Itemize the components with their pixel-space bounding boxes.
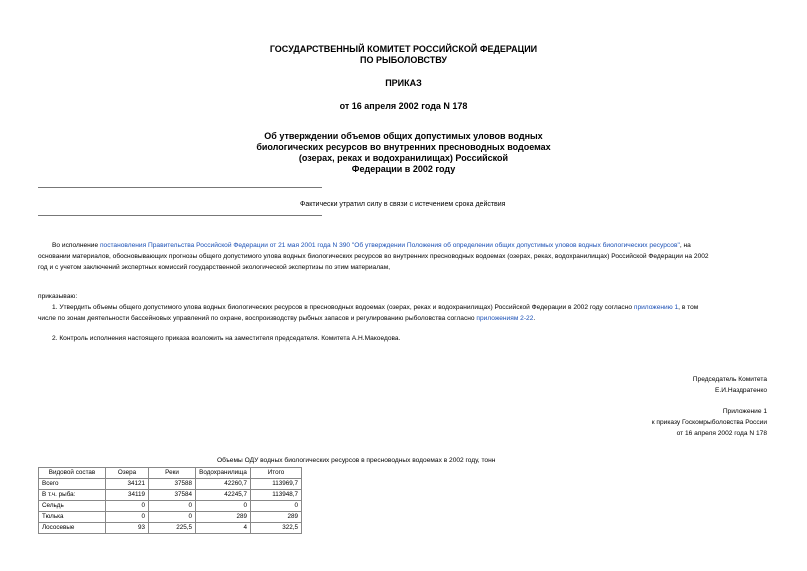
col-header-total: Итого: [251, 468, 302, 479]
cell-total: 289: [251, 512, 302, 523]
item2: 2. Контроль исполнения настоящего приказа возложить на заместителя председателя. Комитета А.Н.Макоедова.: [52, 335, 401, 342]
document-type: ПРИКАЗ: [385, 78, 422, 88]
order-word: приказываю:: [38, 293, 78, 300]
cell-reservoirs: 42260,7: [196, 479, 251, 490]
committee-name-line1: ГОСУДАРСТВЕННЫЙ КОМИТЕТ РОССИЙСКОЙ ФЕДЕРАЦИИ: [269, 44, 538, 54]
item1-mid: , в том: [678, 304, 699, 311]
table-caption: Объемы ОДУ водных биологических ресурсов в пресноводных водоемах в 2002 году, тонн: [217, 457, 496, 464]
cell-rivers: 0: [149, 501, 196, 512]
cell-rivers: 37588: [149, 479, 196, 490]
cell-lakes: 0: [106, 501, 149, 512]
signature-name: Е.И.Наздратенко: [715, 387, 767, 394]
appendices-2-22-link[interactable]: приложениям 2-22: [476, 315, 534, 322]
title-line: Об утверждении объемов общих допустимых уловов водных: [264, 131, 543, 141]
cell-total: 113969,7: [251, 479, 302, 490]
cell-rivers: 37584: [149, 490, 196, 501]
cell-rivers: 0: [149, 512, 196, 523]
cell-total: 0: [251, 501, 302, 512]
item1-end: .: [533, 315, 536, 322]
title-line: биологических ресурсов во внутренних пресноводных водоемах: [256, 142, 551, 152]
intro-line1: [52, 240, 691, 251]
cell-species: Лососевые: [39, 523, 106, 534]
cell-lakes: 93: [106, 523, 149, 534]
cell-reservoirs: 0: [196, 501, 251, 512]
cell-lakes: 0: [106, 512, 149, 523]
appendix-date: от 16 апреля 2002 года N 178: [676, 430, 767, 437]
item1-line1: [52, 302, 698, 313]
cell-species: Всего: [39, 479, 106, 490]
intro-lead: Во исполнение: [52, 242, 100, 249]
signature-position: Председатель Комитета: [692, 376, 767, 383]
table-row: [39, 512, 302, 523]
divider-top: [38, 187, 322, 188]
divider-bottom: [38, 215, 322, 216]
cell-species: Тюлька: [39, 512, 106, 523]
cell-rivers: 225,5: [149, 523, 196, 534]
col-header-rivers: Реки: [149, 468, 196, 479]
cell-lakes: 34121: [106, 479, 149, 490]
cell-lakes: 34119: [106, 490, 149, 501]
cell-reservoirs: 289: [196, 512, 251, 523]
intro-tail: , на: [679, 242, 691, 249]
cell-total: 322,5: [251, 523, 302, 534]
table-row: [39, 490, 302, 501]
table-row: [39, 523, 302, 534]
cell-reservoirs: 42245,7: [196, 490, 251, 501]
title-line: (озерах, реках и водохранилищах) Российской: [298, 153, 509, 163]
intro-line2: основании материалов, обосновывающих прогнозы общего допустимого улова водных биологических ресурсов во внутренних пресноводных водоемах (озерах, реках, водохранилищах) Российской Федерации на 2002: [38, 253, 709, 260]
government-decree-link[interactable]: постановления Правительства Российской Федерации от 21 мая 2001 года N 390 "Об утверждении Положения об определении общих допустимых уловов водных биологических ресурсов": [99, 242, 680, 249]
appendix1-link[interactable]: приложению 1: [633, 304, 679, 311]
item1-text: 1. Утвердить объемы общего допустимого улова водных биологических ресурсов в пресноводных водоемах (озерах, реках и водохранилищах) Российской Федерации в 2002 году согласно: [52, 304, 634, 311]
committee-name-line2: ПО РЫБОЛОВСТВУ: [359, 55, 448, 65]
cell-species: Сельдь: [39, 501, 106, 512]
title-line: Федерации в 2002 году: [351, 164, 456, 174]
table-row: [39, 501, 302, 512]
appendix-label: Приложение 1: [722, 408, 767, 415]
status-note: Фактически утратил силу в связи с истечением срока действия: [300, 201, 506, 208]
item1-line2-text: числе по зонам деятельности бассейновых управлений по охране, воспроизводству рыбных запасов и регулированию рыболовства согласно: [38, 315, 477, 322]
cell-total: 113948,7: [251, 490, 302, 501]
col-header-reservoirs: Водохранилища: [196, 468, 251, 479]
col-header-species: Видовой состав: [39, 468, 106, 479]
catch-volume-table: [38, 467, 302, 534]
cell-species: В т.ч. рыба:: [39, 490, 106, 501]
cell-reservoirs: 4: [196, 523, 251, 534]
intro-line3: год и с учетом заключений экспертных комиссий государственной экологической экспертизы по этим материалам,: [38, 264, 391, 271]
document-date: от 16 апреля 2002 года N 178: [339, 101, 468, 111]
item1-line2: [38, 313, 535, 324]
table-row: [39, 479, 302, 490]
appendix-ref: к приказу Госкомрыболовства России: [651, 419, 767, 426]
col-header-lakes: Озера: [106, 468, 149, 479]
table-header-row: [39, 468, 302, 479]
